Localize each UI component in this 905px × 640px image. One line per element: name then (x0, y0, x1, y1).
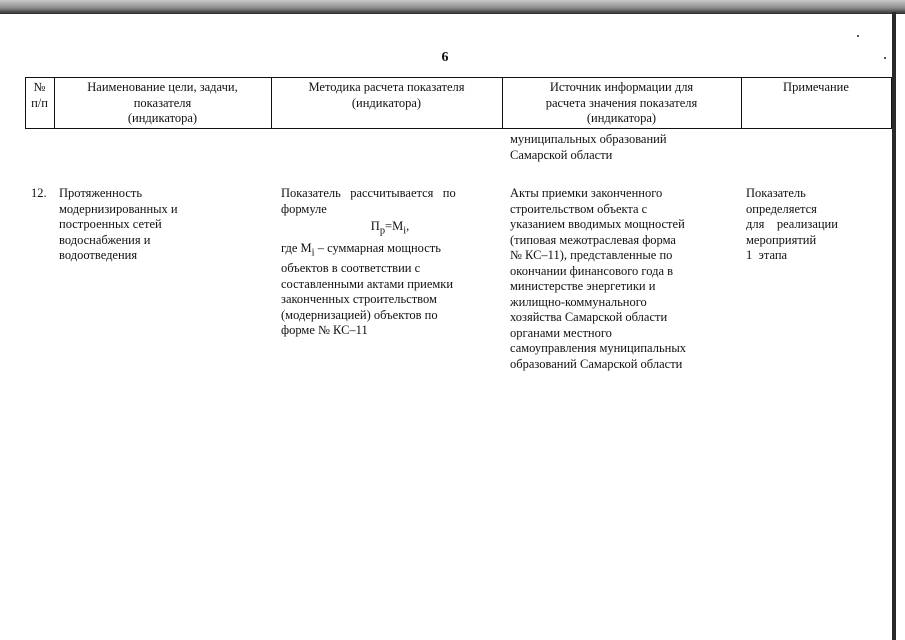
method-line: форме № КС–11 (281, 323, 368, 337)
note-line: Показатель (746, 186, 806, 200)
indicator-name-line: водоснабжения и (59, 232, 151, 247)
source-line: указанием вводимых мощностей (510, 217, 685, 231)
indicator-name-line: построенных сетей (59, 217, 162, 231)
header-name-line: Наименование цели, задачи, (87, 80, 238, 94)
formula-part: , (406, 219, 410, 233)
header-method (271, 80, 502, 111)
source-continuation-line: Самарской области (510, 147, 613, 162)
header-name (54, 80, 271, 127)
where-subscript: i (311, 247, 315, 259)
note-line: для реализации (746, 217, 838, 231)
formula-part: П (370, 219, 380, 233)
col-divider (891, 77, 892, 129)
header-source-line: расчета значения показателя (545, 95, 698, 110)
note-line: 1 этапа (746, 248, 788, 262)
source-continuation-line: муниципальных образований (510, 132, 667, 146)
formula-subscript: i (403, 225, 407, 237)
row-note (746, 186, 866, 264)
method-where-line (281, 241, 499, 261)
indicator-name-line: модернизированных и (59, 201, 178, 216)
header-source (502, 80, 741, 127)
row-indicator-name (59, 186, 269, 264)
where-part: где М (281, 241, 312, 255)
scan-top-edge (0, 0, 905, 14)
header-source-line: (индикатора) (586, 111, 657, 125)
note-line: определяется (746, 201, 817, 216)
header-bottom-rule (25, 128, 892, 129)
source-line: образований Самарской области (510, 356, 683, 371)
scan-speck (857, 35, 859, 37)
source-line: № КС–11), представленные по (510, 248, 673, 262)
page-number: 6 (441, 50, 449, 65)
row-number: 12. (31, 186, 47, 200)
method-line: формуле (281, 201, 327, 216)
method-line: (модернизацией) объектов по (281, 307, 438, 322)
note-line: мероприятий (746, 232, 817, 247)
method-line: составленными актами приемки (281, 276, 454, 291)
method-line: объектов в соответствии с (281, 261, 421, 275)
source-line: самоуправления муниципальных (510, 341, 686, 355)
indicator-name-line: водоотведения (59, 248, 138, 262)
header-num-line: № (33, 80, 46, 94)
header-name-line: показателя (133, 95, 192, 110)
header-name-line: (индикатора) (127, 111, 198, 125)
source-line: органами местного (510, 325, 612, 340)
source-line: жилищно-коммунального (510, 294, 647, 309)
header-method-line: (индикатора) (351, 95, 422, 110)
header-num-line: п/п (31, 95, 48, 110)
formula-subscript: р (379, 225, 386, 237)
row-method (281, 186, 499, 339)
method-line: Показатель рассчитывается по (281, 186, 456, 200)
source-continuation (510, 132, 740, 163)
header-note (741, 80, 891, 96)
table-header (25, 77, 892, 129)
scan-right-edge (892, 12, 896, 640)
where-part: – суммарная мощность (314, 241, 441, 255)
header-note-line: Примечание (783, 80, 849, 94)
header-num (25, 80, 54, 111)
header-source-line: Источник информации для (549, 80, 694, 94)
header-method-line: Методика расчета показателя (308, 80, 465, 94)
source-line: окончании финансового года в (510, 263, 674, 278)
source-line: Акты приемки законченного (510, 186, 663, 200)
row-source (510, 186, 740, 372)
source-line: министерстве энергетики и (510, 279, 656, 293)
source-line: (типовая межотраслевая форма (510, 232, 676, 247)
header-top-rule (25, 77, 892, 78)
source-line: строительством объекта с (510, 201, 648, 216)
formula-part: =М (385, 219, 404, 233)
method-line: законченных строительством (281, 292, 437, 306)
method-formula (281, 219, 499, 239)
indicator-name-line: Протяженность (59, 186, 143, 200)
source-line: хозяйства Самарской области (510, 310, 668, 324)
